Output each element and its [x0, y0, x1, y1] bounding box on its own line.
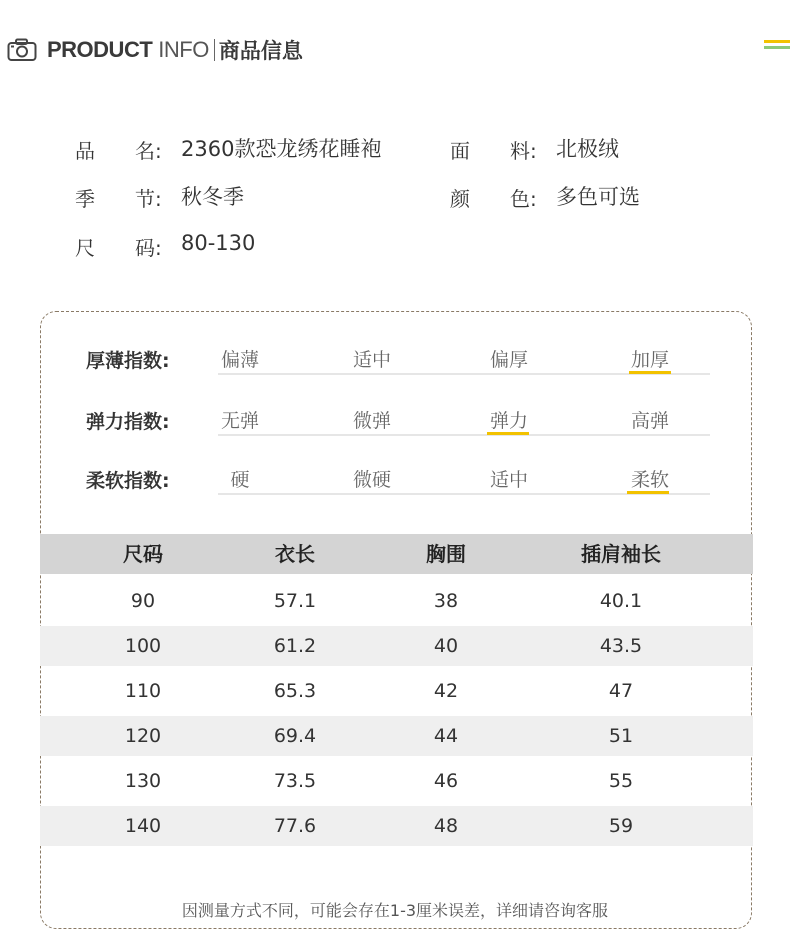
cell-sleeve: 40.1: [599, 590, 643, 612]
cell-size: 110: [124, 680, 162, 702]
cell-sleeve: 51: [608, 725, 634, 747]
cell-chest: 48: [433, 815, 459, 837]
table-row: [40, 716, 753, 756]
section-header: [7, 33, 303, 67]
cell-length: 73.5: [273, 770, 317, 792]
index-option: 硬: [230, 469, 250, 491]
title-divider: [214, 39, 215, 61]
cell-size: 130: [124, 770, 162, 792]
table-row: [40, 761, 753, 801]
index-selected-marker: [629, 371, 671, 374]
info-value-name: 2360款恐龙绣花睡袍: [181, 137, 382, 161]
table-row: [40, 671, 753, 711]
index-label: 柔软指数:: [86, 470, 170, 492]
cell-sleeve: 59: [608, 815, 634, 837]
table-row: [40, 626, 753, 666]
cell-length: 65.3: [273, 680, 317, 702]
index-option: 偏厚: [489, 349, 528, 371]
info-key-name: 品 名:: [75, 139, 162, 163]
cell-size: 90: [130, 590, 156, 612]
col-header-length: 衣长: [275, 542, 315, 566]
cell-length: 69.4: [273, 725, 317, 747]
cell-chest: 44: [433, 725, 459, 747]
measurement-note: 因测量方式不同，可能会存在1-3厘米误差，详细请咨询客服: [181, 901, 609, 920]
cell-sleeve: 47: [608, 680, 634, 702]
cell-length: 57.1: [273, 590, 317, 612]
index-option: 适中: [352, 349, 391, 371]
index-label: 厚薄指数:: [86, 350, 170, 372]
index-option: 微硬: [352, 469, 391, 491]
table-row: [40, 806, 753, 846]
index-option: 无弹: [220, 410, 259, 432]
cell-chest: 38: [433, 590, 459, 612]
col-header-sleeve: 插肩袖长: [581, 542, 661, 566]
index-option: 微弹: [352, 410, 391, 432]
cell-size: 140: [124, 815, 162, 837]
info-key-fabric: 面 料:: [450, 139, 537, 163]
camera-icon: [7, 38, 37, 62]
index-option-selected: 弹力: [489, 410, 528, 432]
title-info: INFO: [158, 37, 209, 62]
index-option: 高弹: [630, 410, 669, 432]
info-value-fabric: 北极绒: [556, 137, 619, 161]
index-option-selected: 柔软: [630, 469, 669, 491]
info-key-season: 季 节:: [75, 187, 162, 211]
index-track: [218, 434, 710, 436]
index-option: 偏薄: [220, 349, 259, 371]
table-row: [40, 581, 753, 621]
index-selected-marker: [487, 432, 529, 435]
title-product: PRODUCT: [47, 37, 153, 62]
cell-length: 61.2: [273, 635, 317, 657]
index-option: 适中: [489, 469, 528, 491]
index-selected-marker: [627, 491, 669, 494]
cell-chest: 42: [433, 680, 459, 702]
index-label: 弹力指数:: [86, 411, 170, 433]
info-value-color: 多色可选: [556, 185, 640, 209]
size-table-header: [40, 534, 753, 574]
menu-icon[interactable]: [764, 40, 790, 56]
title-chinese: 商品信息: [218, 39, 303, 63]
cell-sleeve: 43.5: [599, 635, 643, 657]
index-option-selected: 加厚: [630, 349, 669, 371]
info-value-size: 80-130: [181, 231, 256, 255]
col-header-chest: 胸围: [426, 542, 466, 566]
col-header-size: 尺码: [123, 542, 163, 566]
cell-chest: 46: [433, 770, 459, 792]
cell-size: 100: [124, 635, 162, 657]
info-value-season: 秋冬季: [181, 185, 244, 209]
cell-chest: 40: [433, 635, 459, 657]
cell-sleeve: 55: [608, 770, 634, 792]
cell-length: 77.6: [273, 815, 317, 837]
cell-size: 120: [124, 725, 162, 747]
info-key-size: 尺 码:: [75, 236, 162, 260]
info-key-color: 颜 色:: [450, 187, 537, 211]
